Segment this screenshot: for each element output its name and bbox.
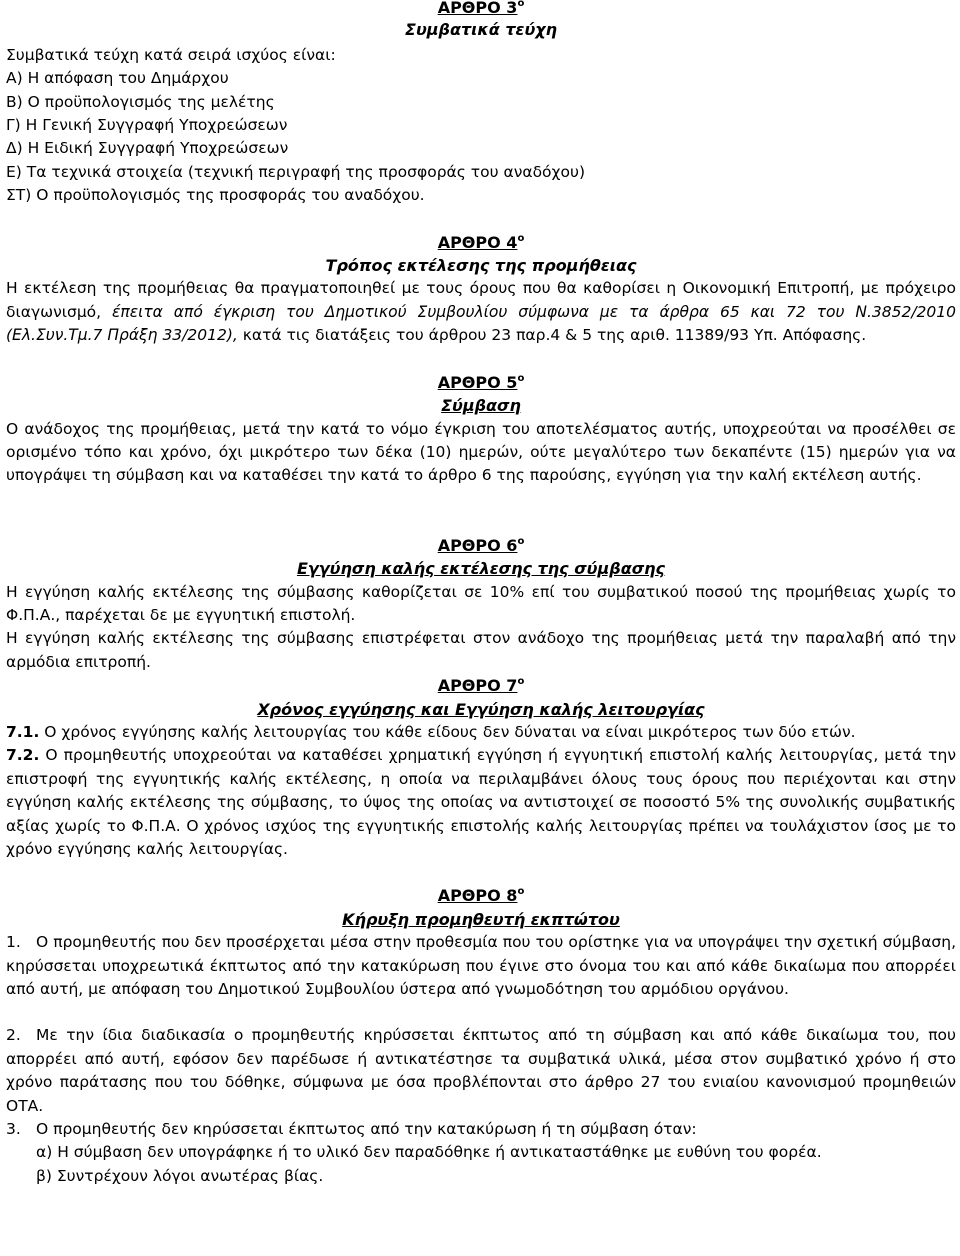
- article-3-subtitle: Συμβατικά τεύχη: [405, 20, 557, 40]
- article-8-heading: [6, 884, 956, 907]
- article-7-sup: ο: [517, 676, 525, 688]
- article-4-text-b: κατά τις διατάξεις του άρθρου 23 παρ.4 & 5 της αριθ. 11389/93 Υπ. Απόφασης.: [237, 326, 867, 345]
- article-5-subtitle: Σύμβαση: [441, 396, 521, 416]
- article-8-text-2: Με την ίδια διαδικασία ο προμηθευτής κηρύσσεται έκπτωτος από τη σύμβαση και από κάθε δικαίωμα του, που απορρέει από αυτή, εφόσον δεν παρέδωσε ή αντικατέστησε τα συμβατικά υλικά, μέσα στον συμβατικό χρόνο ή στο χρόνο παράτασης που του δόθηκε, σύμφωνα με όσα προβλέπονται στο άρθρο 27 του ενιαίου κανονισμού προμηθειών ΟΤΑ.: [6, 1026, 956, 1115]
- article-5-body: Ο ανάδοχος της προμήθειας, μετά την κατά το νόμο έγκριση του αποτελέσματος αυτής, υποχρεούται να προσέλθει σε ορισμένο τόπο και χρόνο, όχι μικρότερο των δέκα (10) ημερών, ούτε μεγαλύτερο των δεκαπέντε (15) ημερών για να υπογράψει τη σύμβαση και να καταθέσει την κατά το άρθρο 6 της παρούσης, εγγύηση για την καλή εκτέλεση αυτής.: [6, 419, 956, 485]
- article-6-sup: ο: [517, 535, 525, 547]
- article-8-para-3: [6, 1118, 956, 1141]
- article-7-num-2: 7.2.: [6, 746, 40, 765]
- list-item: Ε) Τα τεχνικά στοιχεία (τεχνική περιγραφή της προσφοράς του αναδόχου): [6, 162, 585, 181]
- article-3-heading: [6, 0, 956, 19]
- article-8-sub-b: β) Συντρέχουν λόγοι ανωτέρας βίας.: [36, 1166, 324, 1185]
- article-8-num-3: 3.: [6, 1120, 21, 1139]
- article-7-subtitle: Χρόνος εγγύησης και Εγγύηση καλής λειτουργίας: [257, 699, 705, 719]
- article-8-sub-a: α) Η σύμβαση δεν υπογράφηκε ή το υλικό δεν παραδόθηκε ή αντικαταστάθηκε με ευθύνη του φορέα.: [36, 1143, 822, 1162]
- article-4: [6, 231, 956, 348]
- article-6-para-1: Η εγγύηση καλής εκτέλεσης της σύμβασης καθορίζεται σε 10% επί του συμβατικού ποσού της προμήθειας χωρίς το Φ.Π.Α., παρέχεται δε με εγγυητική επιστολή.: [6, 582, 956, 624]
- article-7-text-2: Ο προμηθευτής υποχρεούται να καταθέσει χρηματική εγγύηση ή εγγυητική επιστολή καλής λειτουργίας, μετά την επιστροφή της εγγυητικής καλής εκτέλεσης, η οποία να περιλαμβάνει όλους τους όρους που περιέχονται και στην εγγύηση καλής εκτέλεσης της σύμβασης, το ύψος της οποίας να αντιστοιχεί σε ποσοστό 5% της συνολικής συμβατικής αξίας χωρίς το Φ.Π.Α. Ο χρόνος ισχύος της εγγυητικής επιστολής καλής λειτουργίας πρέπει να τουλάχιστον ίσος με το χρόνο εγγύησης καλής λειτουργίας.: [6, 746, 956, 858]
- article-8-title: ΑΡΘΡΟ 8: [437, 886, 518, 906]
- article-5-title: ΑΡΘΡΟ 5: [437, 372, 518, 392]
- article-8-num-1: 1.: [6, 933, 21, 952]
- article-8-text-3: Ο προμηθευτής δεν κηρύσσεται έκπτωτος από την κατακύρωση ή τη σύμβαση όταν:: [36, 1120, 697, 1139]
- article-8-para-1: [6, 931, 956, 1001]
- list-item: Γ) Η Γενική Συγγραφή Υποχρεώσεων: [6, 116, 288, 135]
- article-8-text-1: Ο προμηθευτής που δεν προσέρχεται μέσα στην προθεσμία που του ορίστηκε για να υπογράψει την σχετική σύμβαση, κηρύσσεται υποχρεωτικά έκπτωτος από την κατακύρωση που έγινε στο όνομα του και από κάθε δικαίωμα που απορρέει από αυτή, με απόφαση του Δημοτικού Συμβουλίου ύστερα από γνωμοδότηση του αρμόδιου οργάνου.: [6, 933, 956, 999]
- article-6-heading: [6, 534, 956, 557]
- article-4-text-italic: έπειτα από έγκριση του Δημοτικού Συμβουλίου σύμφωνα με τα άρθρα 65 και 72 του Ν.3852/2010 (Ελ.Συν.Τμ.7 Πράξη 33/2012),: [6, 302, 956, 345]
- article-4-heading: [6, 231, 956, 254]
- article-7-para-2: [6, 744, 956, 861]
- article-5-sup: ο: [517, 372, 525, 384]
- list-item: Α) Η απόφαση του Δημάρχου: [6, 69, 229, 88]
- article-4-subtitle: Τρόπος εκτέλεσης της προμήθειας: [325, 256, 637, 276]
- article-6-para-2: Η εγγύηση καλής εκτέλεσης της σύμβασης επιστρέφεται στον ανάδοχο της προμήθειας μετά την παραλαβή από την αρμόδια επιτροπή.: [6, 629, 956, 671]
- list-item: ΣΤ) Ο προϋπολογισμός της προσφοράς του αναδόχου.: [6, 186, 425, 205]
- article-4-title: ΑΡΘΡΟ 4: [437, 232, 518, 252]
- article-5-heading: [6, 371, 956, 394]
- article-7-text-1: Ο χρόνος εγγύησης καλής λειτουργίας του κάθε είδους δεν δύναται να είναι μικρότερος των δύο ετών.: [39, 722, 856, 741]
- article-6-title: ΑΡΘΡΟ 6: [437, 535, 518, 555]
- article-4-sup: ο: [517, 232, 525, 244]
- document-page: [6, 0, 956, 1188]
- article-6-subtitle: Εγγύηση καλής εκτέλεσης της σύμβασης: [296, 559, 666, 579]
- article-7-heading: [6, 674, 956, 697]
- article-3-intro: Συμβατικά τεύχη κατά σειρά ισχύος είναι:: [6, 45, 336, 64]
- article-3: [6, 0, 956, 208]
- article-5: [6, 371, 956, 488]
- list-item: Δ) Η Ειδική Συγγραφή Υποχρεώσεων: [6, 139, 289, 158]
- article-7-num-1: 7.1.: [6, 722, 40, 741]
- article-8-num-2: 2.: [6, 1026, 21, 1045]
- article-7-para-1: [6, 721, 956, 744]
- article-8-sup: ο: [517, 886, 525, 898]
- article-3-sup: ο: [517, 0, 525, 9]
- article-6: [6, 534, 956, 674]
- list-item: Β) Ο προϋπολογισμός της μελέτης: [6, 92, 275, 111]
- article-3-title: ΑΡΘΡΟ 3: [437, 0, 518, 17]
- article-8-subtitle: Κήρυξη προμηθευτή εκπτώτου: [342, 909, 620, 929]
- article-7-title: ΑΡΘΡΟ 7: [437, 676, 518, 696]
- article-8: [6, 884, 956, 1188]
- article-4-body: [6, 277, 956, 347]
- article-4-text-a: Η εκτέλεση της προμήθειας θα πραγματοποιηθεί με τους όρους που θα καθορίσει η Οικονομική Επιτροπή, με πρόχειρο διαγωνισμό,: [6, 279, 956, 321]
- article-7: [6, 674, 956, 861]
- article-8-para-2: [6, 1024, 956, 1118]
